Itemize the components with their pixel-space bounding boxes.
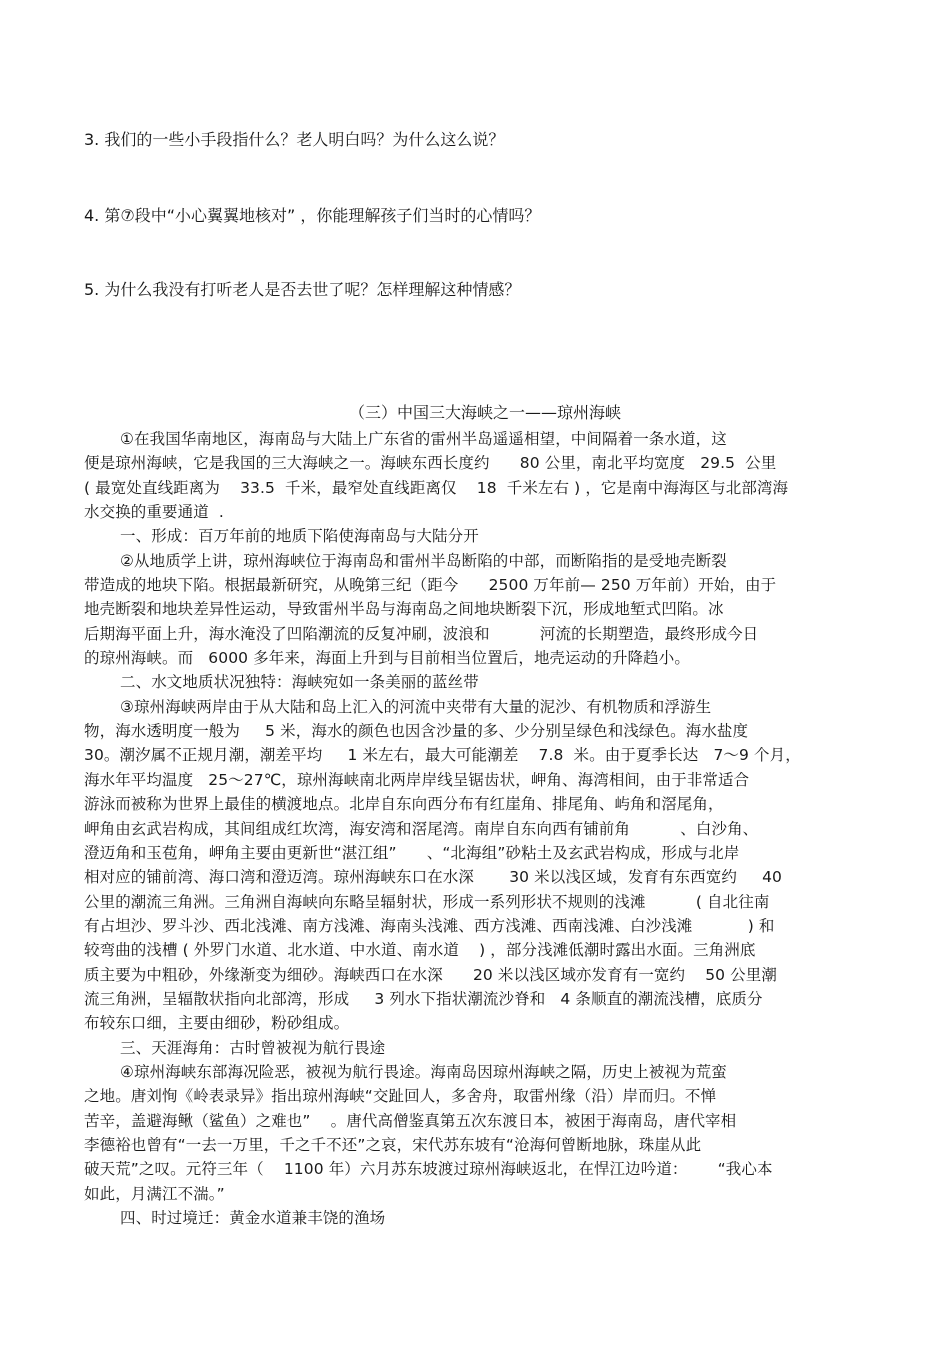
question-4: 4. 第⑦段中“小心翼翼地核对” ，你能理解孩子们当时的心情吗？ xyxy=(84,206,541,225)
paragraph-4-line: 破天荒”之叹。元符三年（ 1100 年）六月苏东坡渡过琼州海峡返北，在悍江边吟道： “我心本 xyxy=(84,1160,773,1179)
paragraph-4-line: 苦辛，盖避海鳅（鲨鱼）之难也” 。唐代高僧鉴真第五次东渡日本，被困于海南岛，唐代宰相 xyxy=(84,1111,737,1130)
paragraph-2-line: ②从地质学上讲，琼州海峡位于海南岛和雷州半岛断陷的中部，而断陷指的是受地壳断裂 xyxy=(120,551,727,570)
paragraph-3-line: ③琼州海峡两岸由于从大陆和岛上汇入的河流中夹带有大量的泥沙、有机物质和浮游生 xyxy=(120,697,712,716)
section-heading-3: 三、天涯海角：古时曾被视为航行畏途 xyxy=(120,1038,386,1057)
paragraph-1-line: ①在我国华南地区，海南岛与大陆上广东省的雷州半岛遥遥相望，中间隔着一条水道，这 xyxy=(120,430,727,448)
paragraph-4-line: 李德裕也曾有“一去一万里，千之千不还”之哀，宋代苏东坡有“沧海何曾断地脉，珠崖从此 xyxy=(84,1135,702,1154)
paragraph-3-line: 较弯曲的浅槽 ( 外罗门水道、北水道、中水道、南水道 ) ，部分浅滩低潮时露出水面。三角洲底 xyxy=(84,941,756,960)
question-3: 3. 我们的一些小手段指什么？老人明白吗？为什么这么说？ xyxy=(84,130,505,149)
paragraph-3-line: 游泳而被称为世界上最佳的横渡地点。北岸自东向西分布有红崖角、排尾角、屿角和滘尾角， xyxy=(84,795,724,814)
paragraph-3-line: 相对应的铺前湾、海口湾和澄迈湾。琼州海峡东口在水深 30 米以浅区域，发育有东西宽约 40 xyxy=(84,868,782,887)
section-heading-4: 四、时过境迁：黄金水道兼丰饶的渔场 xyxy=(120,1209,386,1227)
paragraph-4-line: ④琼州海峡东部海况险恶，被视为航行畏途。海南岛因琼州海峡之隔，历史上被视为荒蛮 xyxy=(120,1062,727,1081)
paragraph-3-line: 海水年平均温度 25～27℃，琼州海峡南北两岸岸线呈锯齿状，岬角、海湾相间，由于非常适合 xyxy=(84,770,750,789)
paragraph-3-line: 有占坦沙、罗斗沙、西北浅滩、南方浅滩、海南头浅滩、西方浅滩、西南浅滩、白沙浅滩 ) 和 xyxy=(84,916,775,935)
paragraph-3-line: 30。潮汐属不正规月潮，潮差平均 1 米左右，最大可能潮差 7.8 米。由于夏季长达 7～9 个月， xyxy=(84,746,801,765)
paragraph-4-line: 之地。唐刘恂《岭表录异》指出琼州海峡“交趾回人，多舍舟，取雷州缘（沿）岸而归。不惮 xyxy=(84,1087,717,1106)
paragraph-1-line: 水交换的重要通道 . xyxy=(84,503,224,522)
section-heading-2: 二、水文地质状况独特：海峡宛如一条美丽的蓝丝带 xyxy=(120,673,479,692)
paragraph-3-line: 质主要为中粗砂，外缘渐变为细砂。海峡西口在水深 20 米以浅区域亦发育有一宽约 50 公里潮 xyxy=(84,965,777,984)
paragraph-1-line: 便是琼州海峡，它是我国的三大海峡之一。海峡东西长度约 80 公里，南北平均宽度 29.5 公里 xyxy=(84,454,777,473)
paragraph-2-line: 后期海平面上升，海水淹没了凹陷潮流的反复冲刷，波浪和 河流的长期塑造，最终形成今日 xyxy=(84,624,759,643)
paragraph-3-line: 岬角由玄武岩构成，其间组成红坎湾，海安湾和滘尾湾。南岸自东向西有铺前角 、白沙角、 xyxy=(84,819,759,838)
question-5: 5. 为什么我没有打听老人是否去世了呢？怎样理解这种情感？ xyxy=(84,280,521,299)
section-heading-1: 一、形成：百万年前的地质下陷使海南岛与大陆分开 xyxy=(120,527,479,546)
paragraph-3-line: 流三角洲，呈辐散状指向北部湾，形成 3 列水下指状潮流沙脊和 4 条顺直的潮流浅槽，底质分 xyxy=(84,989,763,1008)
article-title: （三）中国三大海峡之一——琼州海峡 xyxy=(348,403,621,422)
paragraph-4-line: 如此，月满江不湍。” xyxy=(84,1184,225,1203)
paragraph-3-line: 布较东口细，主要由细砂，粉砂组成。 xyxy=(84,1014,350,1033)
paragraph-2-line: 带造成的地块下陷。根据最新研究，从晚第三纪（距今 2500 万年前— 250 万年前）开始，由于 xyxy=(84,576,777,595)
paragraph-1-line: ( 最宽处直线距离为 33.5 千米，最窄处直线距离仅 18 千米左右 ) ，它是南中海海区与北部湾海 xyxy=(84,478,789,497)
article-body xyxy=(84,427,874,1230)
paragraph-3-line: 澄迈角和玉苞角，岬角主要由更新世“湛江组” 、“北海组”砂粘土及玄武岩构成，形成与北岸 xyxy=(84,843,740,862)
paragraph-3-line: 公里的潮流三角洲。三角洲自海峡向东略呈辐射状，形成一系列形状不规则的浅滩 ( 自北往南 xyxy=(84,892,770,911)
paragraph-2-line: 的琼州海峡。而 6000 多年来，海面上升到与目前相当位置后，地壳运动的升降趋小。 xyxy=(84,649,690,668)
paragraph-2-line: 地壳断裂和地块差异性运动，导致雷州半岛与海南岛之间地块断裂下沉，形成地堑式凹陷。冰 xyxy=(84,600,724,619)
paragraph-3-line: 物，海水透明度一般为 5 米，海水的颜色也因含沙量的多、少分别呈绿色和浅绿色。海水盐度 xyxy=(84,722,749,741)
